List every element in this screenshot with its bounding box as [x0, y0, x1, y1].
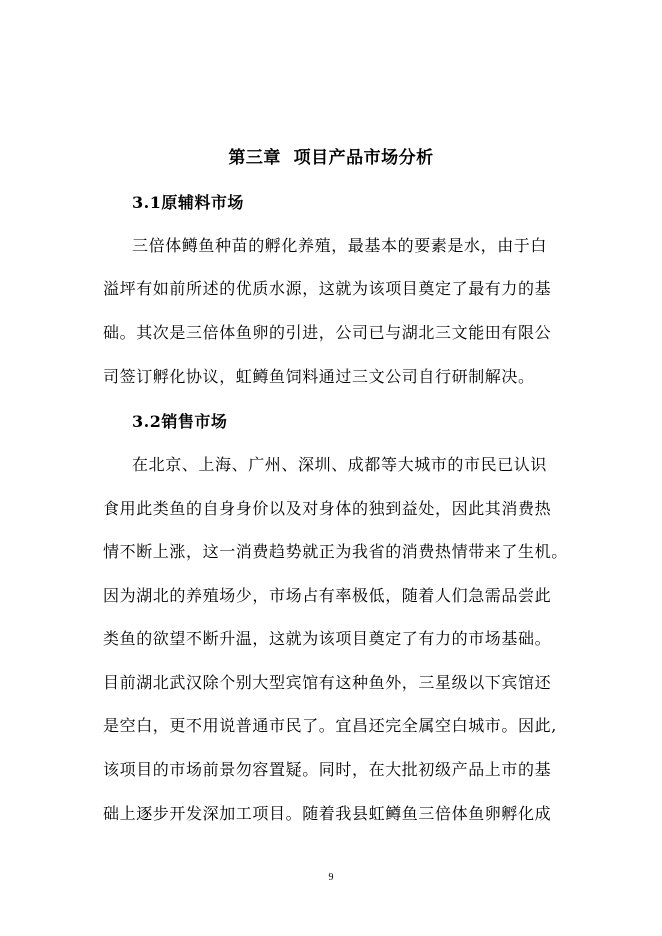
- paragraph-line: 类鱼的欲望不断升温，这就为该项目奠定了有力的市场基础。: [103, 629, 552, 648]
- paragraph-line: 目前湖北武汉除个别大型宾馆有这种鱼外，三星级以下宾馆还: [103, 673, 552, 692]
- paragraph-line: 是空白，更不用说普通市民了。宜昌还完全属空白城市。因此,: [103, 716, 557, 735]
- paragraph-line: 础。其次是三倍体鱼卵的引进，公司已与湖北三文能田有限公: [103, 323, 552, 342]
- paragraph-line: 食用此类鱼的自身身价以及对身体的独到益处，因此其消费热: [103, 499, 552, 518]
- paragraph-line: 础上逐步开发深加工项目。随着我县虹鳟鱼三倍体鱼卵孵化成: [103, 804, 552, 823]
- paragraph-line: 司签订孵化协议，虹鳟鱼饲料通过三文公司自行研制解决。: [103, 367, 535, 386]
- paragraph-line: 三倍体鳟鱼种苗的孵化养殖，最基本的要素是水，由于白: [132, 236, 548, 255]
- paragraph-line: 在北京、上海、广州、深圳、成都等大城市的市民已认识: [132, 455, 548, 474]
- paragraph-line: 该项目的市场前景勿容置疑。同时，在大批初级产品上市的基: [103, 760, 552, 779]
- paragraph-line: 因为湖北的养殖场少，市场占有率极低，随着人们急需品尝此: [103, 586, 552, 605]
- chapter-title: 第三章 项目产品市场分析: [228, 148, 434, 168]
- page-number: 9: [328, 872, 334, 883]
- paragraph-line: 溢坪有如前所述的优质水源，这就为该项目奠定了最有力的基: [103, 279, 552, 298]
- section-heading-raw-materials-market: 3.1原辅料市场: [132, 193, 244, 212]
- paragraph-line: 情不断上涨，这一消费趋势就正为我省的消费热情带来了生机。: [103, 542, 568, 561]
- section-heading-sales-market: 3.2销售市场: [132, 412, 228, 431]
